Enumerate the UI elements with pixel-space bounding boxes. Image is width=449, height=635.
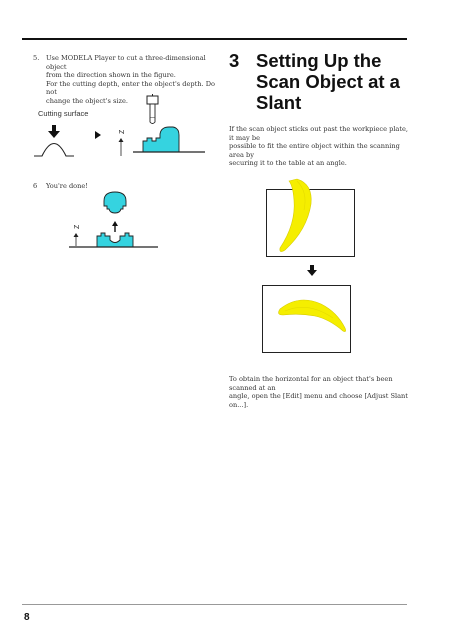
- cutting-surface-label: Cutting surface: [38, 109, 89, 118]
- heading-line: Scan Object at a: [256, 71, 400, 92]
- banana-horizontal: [263, 286, 350, 352]
- step-5-number: 5.: [33, 54, 40, 62]
- step-5-line: from the direction shown in the figure.: [46, 71, 176, 80]
- heading-line: Slant: [256, 92, 302, 113]
- slanted-scan-image: [266, 189, 355, 257]
- z-axis-icon: [119, 129, 127, 156]
- machined-part: [143, 127, 179, 152]
- step-5-line: For the cutting depth, enter the object's depth. Do not: [46, 79, 215, 97]
- cutter-tool-icon: [147, 94, 158, 124]
- step-5-line: change the object's size.: [46, 96, 128, 105]
- lifted-top-piece: [104, 192, 126, 213]
- step-5-line: Use MODELA Player to cut a three-dimensional object: [46, 54, 206, 71]
- page-number: 8: [24, 612, 30, 623]
- dome-object: [34, 144, 74, 157]
- section-number: 3: [229, 50, 240, 71]
- down-arrow-icon: [306, 265, 318, 277]
- outro-line: To obtain the horizontal for an object that's been scanned at an: [229, 375, 393, 392]
- adjusted-scan-image: [262, 285, 351, 353]
- banana-slanted: [267, 190, 354, 256]
- z-axis-label: Z: [74, 224, 81, 229]
- down-arrow-icon: [48, 125, 60, 138]
- step-6-text: You're done!: [46, 182, 88, 190]
- intro-line: securing it to the table at an angle.: [229, 159, 347, 168]
- z-axis-icon: [74, 224, 82, 246]
- cutting-figure: [30, 94, 220, 164]
- outro-line: angle, open the [Edit] menu and choose [Adjust Slant on...].: [229, 392, 408, 409]
- intro-line: If the scan object sticks out past the workpiece plate, it may be: [229, 125, 409, 142]
- outro-paragraph: [229, 375, 414, 409]
- heading-line: Setting Up the: [256, 50, 382, 71]
- up-arrow-icon: [112, 221, 118, 232]
- intro-paragraph: [229, 125, 414, 168]
- right-triangle-icon: [95, 131, 101, 139]
- top-rule: [22, 38, 407, 40]
- step-6-number: 6: [33, 182, 38, 190]
- intro-line: possible to fit the entire object within the scanning area by: [229, 142, 400, 159]
- bottom-rule: [22, 604, 407, 605]
- base-piece: [97, 233, 133, 247]
- z-axis-label: Z: [119, 129, 126, 134]
- done-figure: [60, 190, 170, 260]
